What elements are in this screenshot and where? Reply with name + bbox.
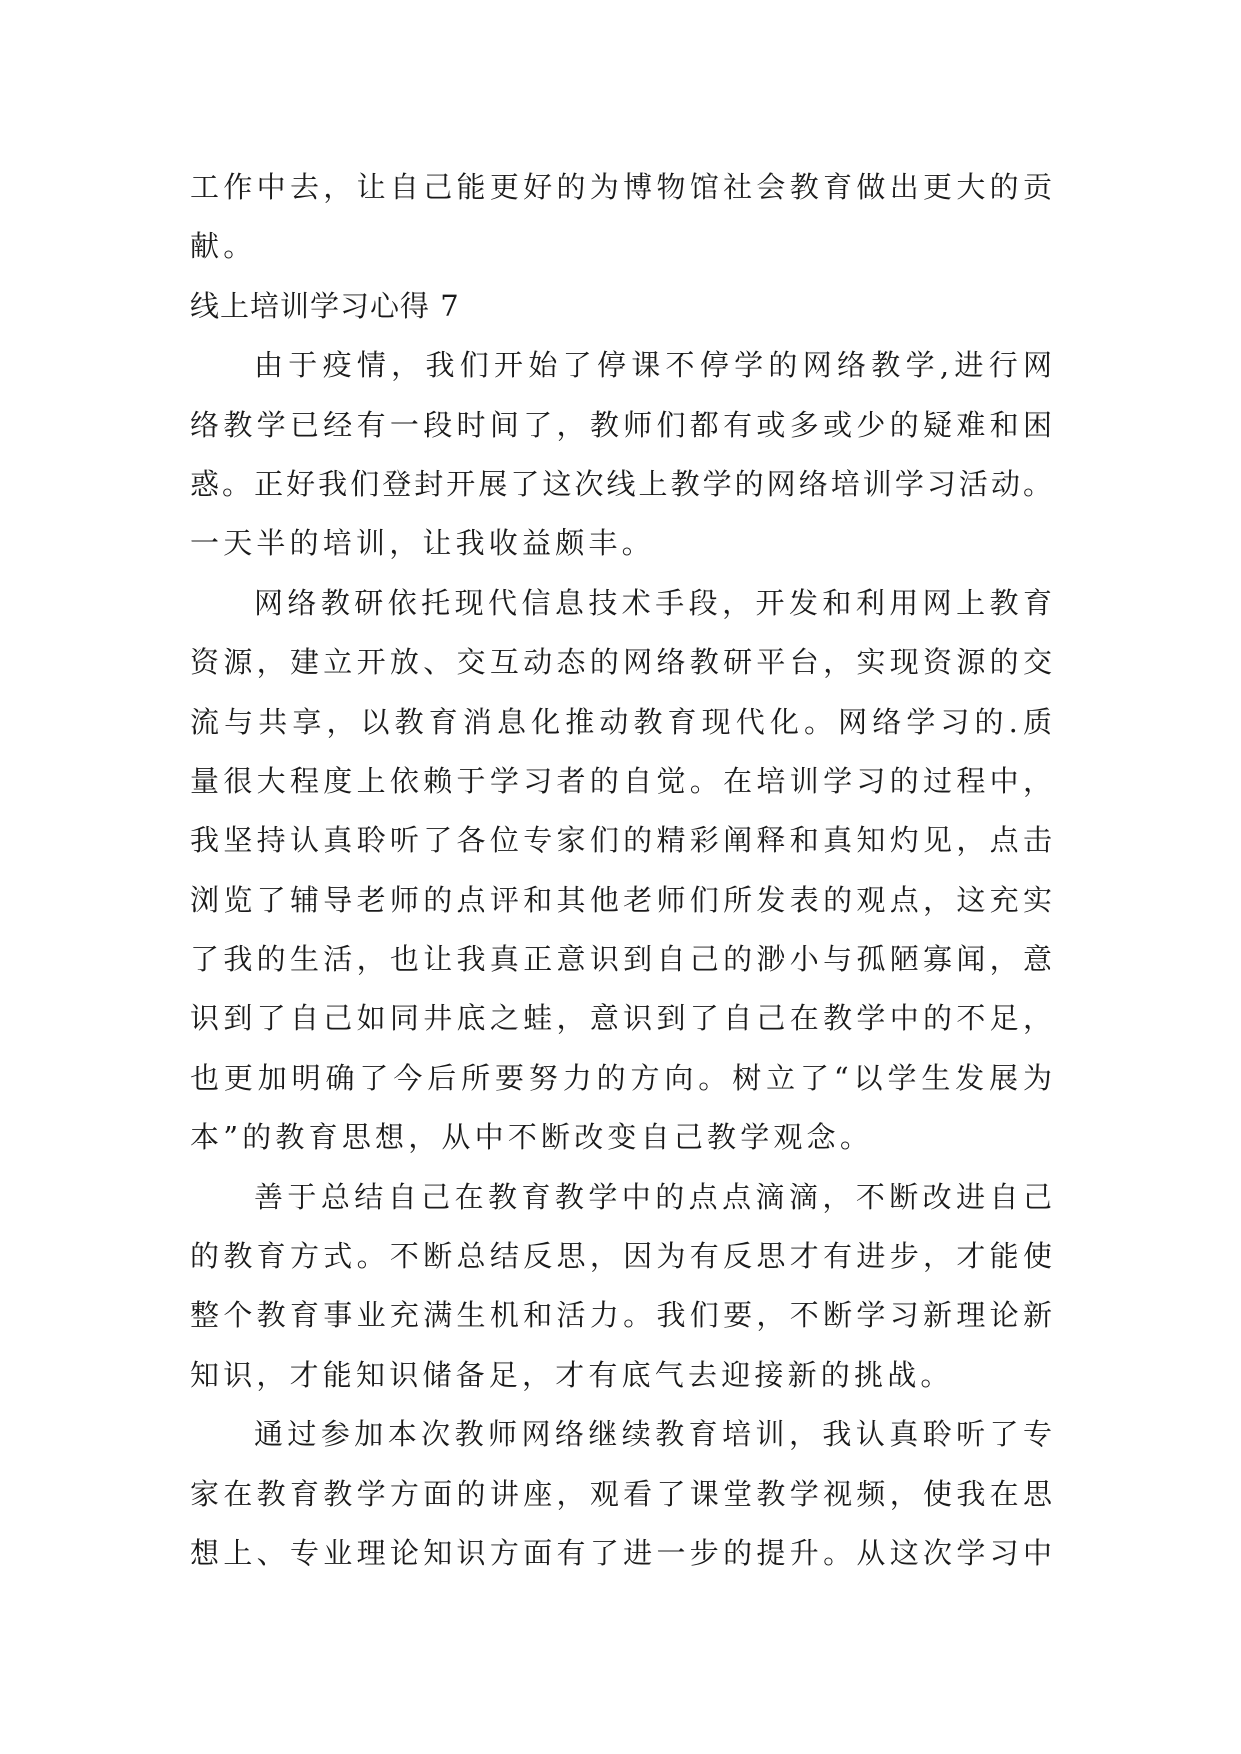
paragraph-line: 一天半的培训，让我收益颇丰。 [190, 526, 655, 561]
paragraph-line: 流与共享，以教育消息化推动教育现代化。网络学习的.质 [190, 704, 1052, 739]
paragraph-line: 整个教育事业充满生机和活力。我们要，不断学习新理论新 [190, 1298, 1052, 1333]
paragraph-line: 资源，建立开放、交互动态的网络教研平台，实现资源的交 [190, 645, 1052, 680]
paragraph-line: 本”的教育思想，从中不断改变自己教学观念。 [190, 1120, 874, 1155]
paragraph-line: 通过参加本次教师网络继续教育培训，我认真聆听了专 [254, 1417, 1052, 1452]
document-body [190, 158, 1052, 1583]
paragraph-line: 惑。正好我们登封开展了这次线上教学的网络培训学习活动。 [190, 466, 1052, 501]
paragraph-line: 家在教育教学方面的讲座，观看了课堂教学视频，使我在思 [190, 1476, 1052, 1511]
paragraph-line: 了我的生活，也让我真正意识到自己的渺小与孤陋寡闻，意 [190, 942, 1052, 977]
paragraph-line: 善于总结自己在教育教学中的点点滴滴，不断改进自己 [254, 1179, 1052, 1214]
text-line: 工作中去，让自己能更好的为博物馆社会教育做出更大的贡 [190, 170, 1052, 204]
paragraph-line: 也更加明确了今后所要努力的方向。树立了“以学生发展为 [190, 1060, 1052, 1095]
paragraph-line: 识到了自己如同井底之蛙，意识到了自己在教学中的不足， [190, 1001, 1052, 1036]
paragraph-line: 网络教研依托现代信息技术手段，开发和利用网上教育 [254, 585, 1052, 620]
paragraph-line: 知识，才能知识储备足，才有底气去迎接新的挑战。 [190, 1357, 954, 1392]
paragraph-line: 的教育方式。不断总结反思，因为有反思才有进步，才能使 [190, 1239, 1052, 1274]
section-title: 线上培训学习心得 7 [190, 288, 460, 323]
paragraph-line: 我坚持认真聆听了各位专家们的精彩阐释和真知灼见，点击 [190, 823, 1052, 858]
paragraph-line: 想上、专业理论知识方面有了进一步的提升。从这次学习中 [190, 1535, 1052, 1570]
paragraph-line: 由于疫情，我们开始了停课不停学的网络教学,进行网 [254, 348, 1052, 383]
paragraph-line: 浏览了辅导老师的点评和其他老师们所发表的观点，这充实 [190, 882, 1052, 917]
text-line: 献。 [190, 229, 257, 264]
paragraph-line: 量很大程度上依赖于学习者的自觉。在培训学习的过程中， [190, 763, 1052, 798]
paragraph-line: 络教学已经有一段时间了，教师们都有或多或少的疑难和困 [190, 407, 1052, 442]
